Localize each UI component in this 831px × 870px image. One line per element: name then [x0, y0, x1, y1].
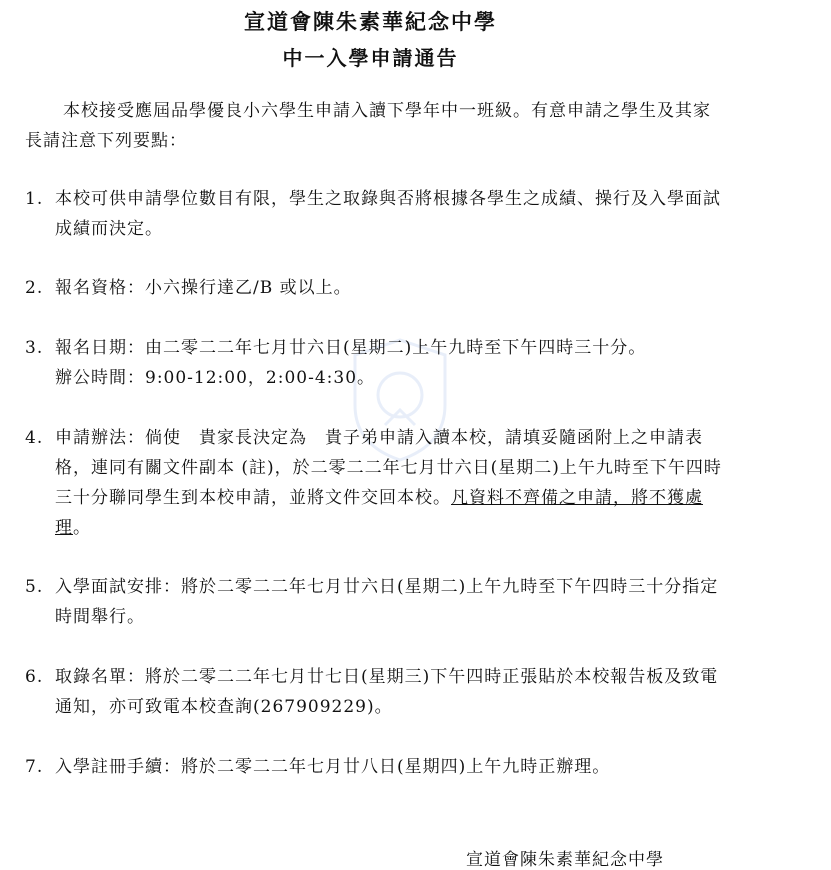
signature-school-name: 宣道會陳朱素華紀念中學 [466, 850, 664, 870]
item-number: 2. [25, 278, 44, 298]
item-text: 入學註冊手續：將於二零二二年七月廿八日(星期四)上午九時正辦理。 [55, 757, 611, 777]
list-item-7 [25, 752, 725, 782]
list-item-5 [25, 572, 725, 632]
school-name-title: 宣道會陳朱素華紀念中學 [244, 9, 497, 34]
registration-date-line: 報名日期：由二零二二年七月廿六日(星期二)上午九時至下午四時三十分。 [55, 338, 647, 358]
list-item-4 [25, 423, 725, 543]
application-method-text: 申請辦法：倘使 貴家長決定為 貴子弟申請入讀本校，請填妥隨函附上之申請表格，連同有關文件副本 (註)，於二零二二年七月廿六日(星期二)上午九時至下午四時三十分聯同學生到本校申請，並將文件交回本校。 [55, 428, 722, 508]
item-number: 7. [25, 757, 44, 777]
item-text: 報名資格：小六操行達乙/B 或以上。 [55, 278, 352, 298]
list-item-2 [25, 273, 725, 303]
item-number: 1. [25, 189, 44, 209]
item-number: 4. [25, 428, 44, 448]
list-item-1 [25, 184, 725, 244]
item-text: 入學面試安排：將於二零二二年七月廿六日(星期二)上午九時至下午四時三十分指定時間舉行。 [55, 577, 719, 627]
item-text [55, 423, 725, 543]
item-number: 5. [25, 577, 44, 597]
list-item-6 [25, 662, 725, 722]
list-item-3 [25, 333, 725, 393]
item-text: 取錄名單：將於二零二二年七月廿七日(星期三)下午四時正張貼於本校報告板及致電通知，亦可致電本校查詢(267909229)。 [55, 667, 719, 717]
item-text: 本校可供申請學位數目有限，學生之取錄與否將根據各學生之成績、操行及入學面試成績而決定。 [55, 189, 721, 239]
item-tail: 。 [73, 518, 91, 538]
item-number: 3. [25, 338, 44, 358]
underlined-warning: 凡資料不齊備之申請，將不獲處理 [55, 488, 703, 538]
intro-paragraph: 本校接受應屆品學優良小六學生申請入讀下學年中一班級。有意申請之學生及其家長請注意下列要點： [25, 101, 711, 151]
office-hours-line: 辦公時間：9:00-12:00，2:00-4:30。 [55, 368, 376, 388]
notice-title: 中一入學申請通告 [282, 46, 459, 70]
item-number: 6. [25, 667, 44, 687]
